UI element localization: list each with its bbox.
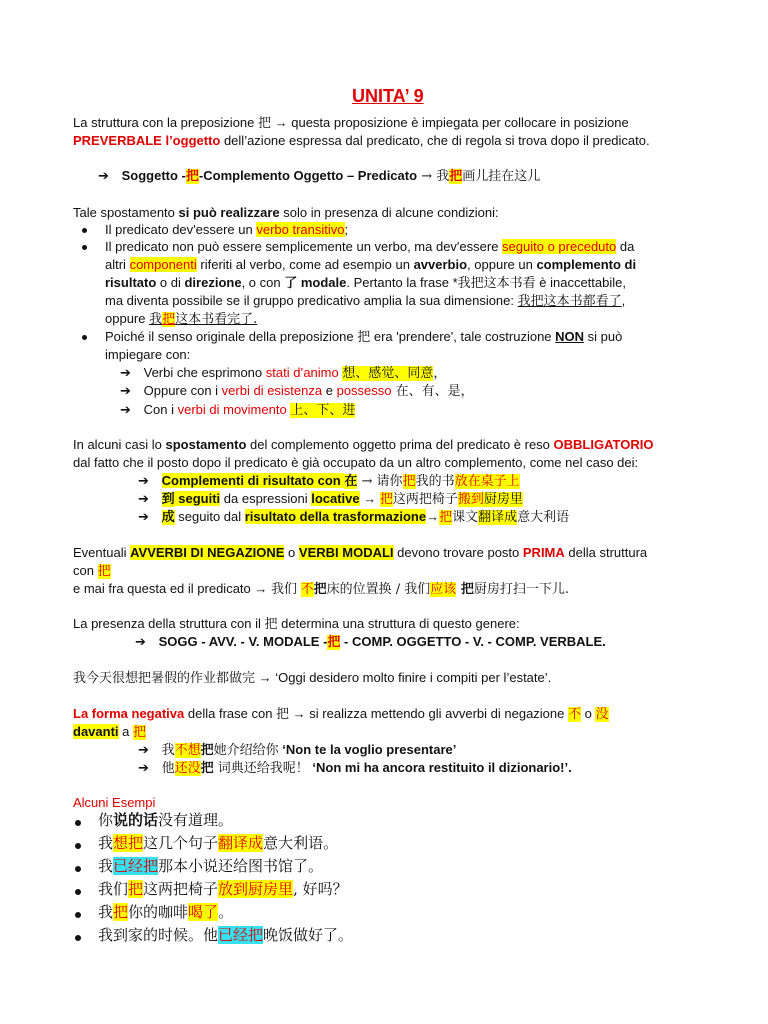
example: 课文: [452, 510, 479, 525]
example-1: [98, 812, 233, 829]
ba-char: 把: [185, 169, 199, 184]
highlight: 成: [161, 510, 175, 525]
highlight: 不想: [174, 743, 201, 758]
text: - COMP. OGGETTO - V. - COMP. VERBALE.: [340, 634, 606, 649]
negation-line-2: [73, 562, 111, 580]
highlight: 放在桌子上: [454, 474, 520, 489]
example: 我: [98, 857, 114, 875]
text: complemento di: [536, 257, 637, 272]
sub-item-2: [120, 382, 474, 400]
condition-2-line-3: [105, 274, 626, 292]
ba-char: 把: [402, 474, 416, 489]
example: 我到家的时候。他: [98, 926, 219, 944]
text: . Pertanto la frase *: [346, 275, 458, 290]
translation: ‘Non te la voglio presentare’: [278, 742, 457, 757]
text: determina una struttura di questo genere:: [277, 616, 520, 631]
highlight: davanti: [73, 724, 119, 739]
example: 没有道理。: [158, 811, 234, 829]
example: 我们: [98, 880, 129, 898]
condition-3-line-1: [105, 328, 622, 346]
highlight: 把: [113, 903, 129, 921]
highlight: Complementi di risultato con: [161, 473, 345, 488]
highlight: 喝了: [188, 903, 219, 921]
text: dal fatto che il posto dopo il predicato è già occupato da un altro complemento, come nel caso dei:: [73, 455, 639, 470]
text: o: [581, 706, 596, 721]
example-4: [98, 881, 348, 898]
text: o di: [156, 275, 185, 290]
ba-char: 把: [313, 582, 327, 597]
preverbale-term: PREVERBALE l’oggetto: [73, 133, 221, 148]
example: → 请你: [357, 474, 403, 489]
formula-line: [98, 167, 540, 185]
text: seguito dal: [174, 509, 245, 524]
text: da espressioni: [220, 491, 312, 506]
text: si può: [584, 329, 623, 344]
arrow-icon: ➔: [120, 383, 131, 398]
structure-formula: [135, 633, 606, 651]
bullet-icon: [82, 245, 87, 250]
text: possesso: [336, 383, 392, 398]
text: Il predicato non può essere semplicemente un verbo, ma dev'essere: [105, 239, 503, 254]
translation: → ‘Oggi desidero molto finire i compiti per l’estate’.: [255, 670, 552, 685]
text: →: [426, 509, 440, 524]
text: e: [322, 383, 337, 398]
bullet-icon: [75, 866, 81, 872]
arrow-icon: ➔: [120, 365, 131, 380]
arrow-icon: ➔: [138, 509, 149, 524]
conditions-heading: [73, 204, 499, 221]
intro-line-1: [73, 114, 629, 132]
text: La struttura con la preposizione: [73, 115, 258, 130]
ba-char: 把: [200, 743, 214, 758]
example: 这本书看完了.: [175, 312, 258, 327]
example: 我今天很想把暑假的作业都做完: [73, 671, 256, 686]
text: e mai fra questa ed il predicato → 我们: [73, 581, 301, 596]
text: Oppure con i: [143, 383, 222, 398]
text: verbi di movimento: [177, 402, 287, 417]
ba-char: 把: [439, 510, 453, 525]
highlight: verbo transitivo: [256, 222, 345, 237]
negation-line-1: [73, 544, 647, 561]
obligatory-line-2: [73, 454, 638, 471]
example: 我把这本书看: [457, 276, 536, 291]
text: NON: [555, 329, 585, 344]
bullet-icon: [75, 889, 81, 895]
text: stati d’animo: [265, 365, 339, 380]
example: 意大利语。: [263, 834, 339, 852]
text: Tale spostamento: [73, 205, 179, 220]
text: con: [73, 563, 98, 578]
highlight: 翻译成: [478, 510, 518, 525]
condition-2-line-2: [105, 256, 636, 273]
highlight: componenti: [129, 257, 197, 272]
text: o: [284, 545, 299, 560]
text: →: [359, 491, 380, 506]
highlight: locative: [311, 491, 360, 506]
text: In alcuni casi lo: [73, 437, 166, 452]
example-2: [98, 835, 338, 852]
text: Soggetto -: [121, 168, 186, 183]
example: 厨房打扫一下儿.: [473, 582, 569, 597]
example: 我的书: [415, 474, 455, 489]
bullet-icon: [75, 935, 81, 941]
ba-char: 把: [258, 116, 272, 131]
condition-2-line-1: [105, 238, 634, 255]
intro-line-2: [73, 132, 650, 149]
condition-2-line-4: [105, 292, 625, 310]
text: direzione: [184, 275, 242, 290]
arrow-icon: ➔: [98, 168, 109, 183]
highlight: seguiti: [174, 491, 221, 506]
example: 我: [98, 834, 114, 852]
text: della struttura: [564, 545, 648, 560]
negative-form-line-1: [73, 705, 609, 723]
highlight: 在: [344, 474, 358, 489]
example: 我: [98, 903, 114, 921]
structure-example: [73, 669, 551, 687]
text: , o con: [241, 275, 285, 290]
text: del complemento oggetto prima del predicato è reso: [246, 437, 554, 452]
text: altri: [105, 257, 130, 272]
text: riferiti al verbo, come ad esempio un: [196, 257, 414, 272]
highlight: 想把: [113, 834, 144, 852]
text: Verbi che esprimono: [143, 365, 266, 380]
highlight: 到: [161, 492, 175, 507]
examples-heading: Alcuni Esempi: [73, 795, 156, 810]
example: , 好吗？: [293, 880, 348, 898]
text: ,: [621, 293, 626, 308]
example: 她介绍给你: [213, 743, 279, 758]
arrow-icon: ➔: [138, 473, 149, 488]
ba-char: 把: [200, 761, 214, 776]
text: ，: [433, 366, 447, 381]
highlight: 上、下、进: [290, 403, 356, 418]
text: La forma negativa: [73, 706, 185, 721]
highlight: AVVERBI DI NEGAZIONE: [130, 545, 285, 560]
ba-char: 把: [449, 169, 463, 184]
example: 画儿挂在这儿: [462, 169, 541, 184]
text: ;: [344, 222, 349, 237]
text: OBBLIGATORIO: [553, 437, 654, 452]
bullet-icon: [75, 820, 81, 826]
arrow-icon: ➔: [138, 491, 149, 506]
condition-3-line-2: [105, 346, 190, 363]
text: 了: [284, 276, 298, 291]
arrow-icon: ➔: [138, 742, 149, 757]
example: 。: [218, 903, 234, 921]
negative-form-line-2: [73, 723, 146, 741]
obligatory-case-2: [138, 490, 523, 508]
bullet-icon: [75, 843, 81, 849]
ba-char: 把: [357, 330, 371, 345]
text: era 'prendere', tale costruzione: [370, 329, 556, 344]
text: devono trovare posto: [393, 545, 523, 560]
text: -Complemento Oggetto – Predicato: [198, 168, 418, 183]
example: 你: [98, 811, 114, 829]
example: 那本小说还给图书馆了。: [158, 857, 324, 875]
condition-2-line-5: [105, 310, 257, 328]
text: → questa proposizione è impiegata per collocare in posizione: [271, 115, 629, 130]
highlight: 应该: [430, 582, 457, 597]
bullet-icon: [75, 912, 81, 918]
example: → 我: [417, 169, 450, 184]
text: Eventuali: [73, 545, 131, 560]
example: 词典还给我呢！: [213, 761, 309, 776]
text: risultato: [105, 275, 157, 290]
example: 意大利语: [517, 510, 570, 525]
highlight: 想、感觉、同意: [342, 366, 434, 381]
arrow-icon: ➔: [135, 634, 146, 649]
ba-char: 把: [379, 492, 393, 507]
page-title: UNITA’ 9: [352, 86, 424, 106]
arrow-icon: ➔: [120, 402, 131, 417]
obligatory-line-1: [73, 436, 653, 453]
highlight: 没: [595, 707, 609, 722]
ba-char: 把: [97, 564, 111, 579]
text: solo in presenza di alcune condizioni:: [279, 205, 499, 220]
text: avverbio: [413, 257, 468, 272]
example: 你的咖啡: [128, 903, 189, 921]
translation: ‘Non mi ha ancora restituito il dizionario!’.: [308, 760, 572, 775]
text: Poiché il senso originale della preposizione: [105, 329, 358, 344]
example: 我: [149, 312, 163, 327]
text: PRIMA: [522, 545, 565, 560]
example: 我: [161, 743, 175, 758]
highlight: 厨房里: [483, 492, 523, 507]
text: spostamento: [165, 437, 247, 452]
highlight: risultato della trasformazione: [244, 509, 427, 524]
text: modale: [297, 275, 347, 290]
example: 在、有、是，: [391, 384, 474, 399]
text: si può realizzare: [178, 205, 280, 220]
text: oppure: [105, 311, 150, 326]
text: ma diventa possibile se il gruppo predicativo amplia la sua dimensione:: [105, 293, 518, 308]
example: 这两把椅子: [143, 880, 219, 898]
text: impiegare con:: [105, 347, 191, 362]
obligatory-case-1: [138, 472, 520, 490]
text: è inaccettabile,: [535, 275, 626, 290]
text: da: [616, 239, 635, 254]
example: 我把这本书都看了: [517, 294, 622, 309]
highlight: 已经把: [218, 926, 264, 944]
sub-item-3: [120, 401, 355, 419]
structure-line-1: [73, 615, 520, 633]
bullet-icon: [82, 228, 87, 233]
obligatory-case-3: [138, 508, 569, 526]
example: 这几个句子: [143, 834, 219, 852]
text: Il predicato dev'essere un: [105, 222, 257, 237]
text: verbi di esistenza: [221, 383, 323, 398]
ba-char: 把: [327, 635, 341, 650]
text: SOGG - AVV. - V. MODALE -: [158, 634, 328, 649]
ba-char: 把: [276, 707, 290, 722]
condition-1: [105, 221, 348, 238]
negative-example-2: [138, 759, 572, 777]
highlight: 放到厨房里: [218, 880, 294, 898]
negation-line-3: [73, 580, 569, 598]
text: a: [118, 724, 133, 739]
sub-item-1: [120, 364, 446, 382]
ba-char: 把: [264, 617, 278, 632]
highlight: 不: [568, 707, 582, 722]
ba-char: 把: [456, 582, 474, 597]
example-3: [98, 858, 323, 875]
ba-char: 把: [162, 312, 176, 327]
text: , oppure un: [467, 257, 537, 272]
example: 这两把椅子: [392, 492, 458, 507]
text: La presenza della struttura con il: [73, 616, 265, 631]
example: 晚饭做好了。: [263, 926, 354, 944]
highlight: seguito o preceduto: [502, 239, 617, 254]
text: → si realizza mettendo gli avverbi di negazione: [289, 706, 568, 721]
highlight: 还没: [174, 761, 201, 776]
highlight: VERBI MODALI: [298, 545, 394, 560]
bullet-icon: [82, 335, 87, 340]
arrow-icon: ➔: [138, 760, 149, 775]
text: dell’azione espressa dal predicato, che di regola si trova dopo il predicato.: [220, 133, 650, 148]
highlight: 搬到: [457, 492, 484, 507]
example: 床的位置换 / 我们: [326, 582, 431, 597]
highlight: 不: [300, 582, 314, 597]
text: della frase con: [184, 706, 277, 721]
example-5: [98, 904, 233, 921]
ba-char: 把: [132, 725, 146, 740]
example: 说的话: [113, 811, 159, 829]
example-6: [98, 927, 353, 944]
example: 他: [161, 761, 175, 776]
negative-example-1: [138, 741, 456, 759]
highlight: 把: [128, 880, 144, 898]
highlight: 已经把: [113, 857, 159, 875]
text: Con i: [143, 402, 178, 417]
highlight: 翻译成: [218, 834, 264, 852]
